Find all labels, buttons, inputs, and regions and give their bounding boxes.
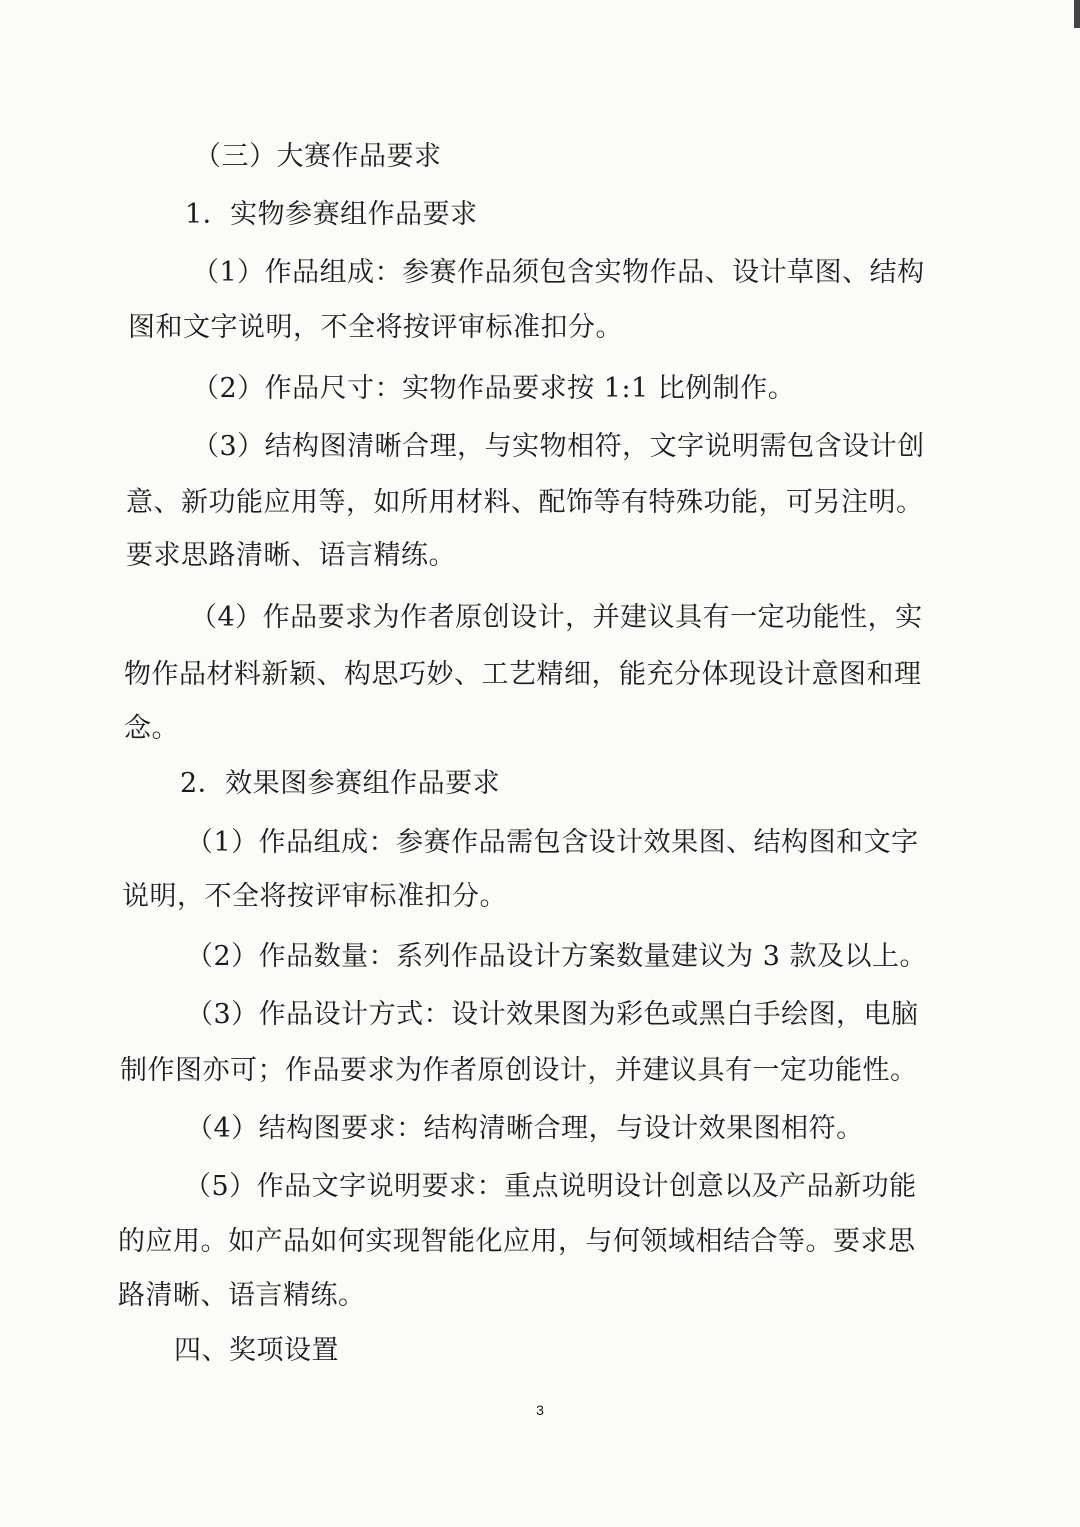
paragraph-line: 图和文字说明，不全将按评审标准扣分。 [128, 312, 623, 343]
paragraph-line: （2）作品数量：系列作品设计方案数量建议为 3 款及以上。 [186, 941, 928, 972]
subsection-heading-2: 2．效果图参赛组作品要求 [180, 768, 501, 799]
section-heading-4: 四、奖项设置 [174, 1335, 339, 1366]
paragraph-line: 意、新功能应用等，如所用材料、配饰等有特殊功能，可另注明。 [126, 487, 924, 518]
paragraph-line: 制作图亦可；作品要求为作者原创设计，并建议具有一定功能性。 [120, 1055, 918, 1086]
paragraph-line: （3）结构图清晰合理，与实物相符，文字说明需包含设计创 [192, 431, 925, 462]
paragraph-line: 物作品材料新颖、构思巧妙、工艺精细，能充分体现设计意图和理 [124, 659, 922, 690]
section-heading-3: （三）大赛作品要求 [194, 141, 442, 172]
paragraph-line: 路清晰、语言精练。 [118, 1280, 366, 1311]
paragraph-line: （5）作品文字说明要求：重点说明设计创意以及产品新功能 [184, 1171, 917, 1202]
page-number: 3 [536, 1402, 544, 1418]
paragraph-line: 念。 [124, 713, 179, 744]
paragraph-line: 说明，不全将按评审标准扣分。 [122, 881, 507, 912]
scan-edge-mark [1074, 0, 1080, 28]
paragraph-line: （4）作品要求为作者原创设计，并建议具有一定功能性，实 [190, 602, 923, 633]
paragraph-line: 要求思路清晰、语言精练。 [126, 540, 456, 571]
paragraph-line: （1）作品组成：参赛作品须包含实物作品、设计草图、结构 [192, 257, 925, 288]
paragraph-line: （2）作品尺寸：实物作品要求按 1:1 比例制作。 [192, 373, 796, 404]
paragraph-line: （3）作品设计方式：设计效果图为彩色或黑白手绘图，电脑 [186, 999, 919, 1030]
paragraph-line: （4）结构图要求：结构清晰合理，与设计效果图相符。 [186, 1113, 864, 1144]
subsection-heading-1: 1．实物参赛组作品要求 [185, 199, 478, 230]
paragraph-line: （1）作品组成：参赛作品需包含设计效果图、结构图和文字 [186, 827, 919, 858]
paragraph-line: 的应用。如产品如何实现智能化应用，与何领域相结合等。要求思 [118, 1226, 916, 1257]
